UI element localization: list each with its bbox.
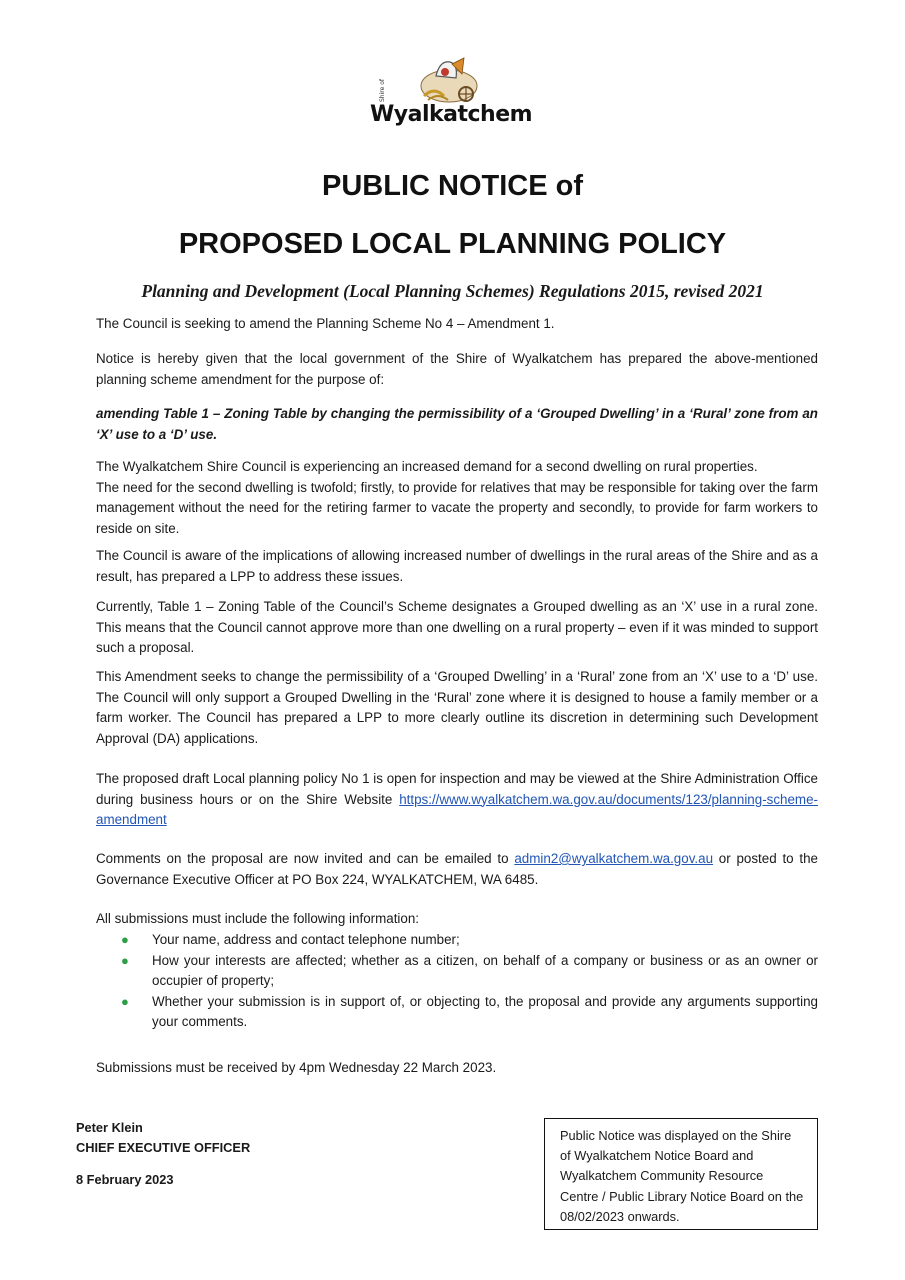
intro-paragraph: The Council is seeking to amend the Planning Scheme No 4 – Amendment 1. [96, 316, 555, 331]
bullet-icon: ● [121, 932, 129, 947]
signatory-name: Peter Klein [76, 1120, 143, 1135]
signature-date: 8 February 2023 [76, 1172, 174, 1187]
implications-paragraph: The Council is aware of the implications of allowing increased number of dwellings in the rural areas of the Shire and as a result, has prepared a LPP to address these issues. [96, 548, 818, 584]
email-link[interactable]: admin2@wyalkatchem.wa.gov.au [514, 851, 714, 866]
amendment-paragraph: This Amendment seeks to change the permissibility of a ‘Grouped Dwelling’ in a ‘Rural’ zone from an ‘X’ use to a ‘D’ use. The Council will only support a Grouped Dwelling in the ‘Rural’ zone where it is designed to house a family member or a farm worker. The Council has prepared a LPP to more clearly outline its discretion in determining such Development Approval (DA) applications. [96, 669, 818, 746]
demand-paragraph: The Wyalkatchem Shire Council is experiencing an increased demand for a second dwelling on rural properties. [96, 459, 758, 474]
deadline-paragraph: Submissions must be received by 4pm Wednesday 22 March 2023. [96, 1060, 497, 1075]
list-item: ● How your interests are affected; whether as a citizen, on behalf of a company or business or as an owner or occupier of property; [121, 952, 818, 988]
comments-paragraph [96, 849, 818, 890]
current-zoning-paragraph: Currently, Table 1 – Zoning Table of the Council’s Scheme designates a Grouped dwelling as an ‘X’ use in a rural zone. This means that the Council cannot approve more than one dwelling on a rural property – even if it was minded to support such a proposal. [96, 599, 818, 655]
list-item: ● Whether your submission is in support of, or objecting to, the proposal and provide any arguments supporting your comments. [121, 993, 818, 1029]
notice-paragraph: Notice is hereby given that the local government of the Shire of Wyalkatchem has prepared the above-mentioned planning scheme amendment for the purpose of: [96, 351, 818, 387]
signatory-position: CHIEF EXECUTIVE OFFICER [76, 1140, 251, 1155]
comments-postal-text: or posted to the Governance Executive Officer at PO Box 224, WYALKATCHEM, WA 6485. [96, 851, 818, 887]
shire-logo [364, 56, 534, 134]
amendment-purpose: amending Table 1 – Zoning Table by changing the permissibility of a ‘Grouped Dwelling’ in a ‘Rural’ zone from an ‘X’ use to a ‘D’ use. [96, 406, 818, 442]
page-title-line1: PUBLIC NOTICE of [322, 170, 583, 202]
list-item: ● Your name, address and contact telephone number; [96, 930, 818, 951]
inspection-paragraph [96, 769, 818, 831]
inspection-text: The proposed draft Local planning policy No 1 is open for inspection and may be viewed at the Shire Administration Office during business hours or on the Shire Website [96, 771, 818, 807]
display-notice-box: Public Notice was displayed on the Shire of Wyalkatchem Notice Board and Wyalkatchem Community Resource Centre / Public Library Notice Board on the 08/02/2023 onwards. [544, 1118, 818, 1230]
comments-text: Comments on the proposal are now invited and can be emailed to [96, 851, 515, 866]
bullet-icon: ● [121, 952, 129, 968]
shire-website-link[interactable]: https://www.wyalkatchem.wa.gov.au/documents/123/planning-scheme-amendment [96, 791, 818, 827]
shire-crest-icon [414, 56, 484, 106]
bullet-icon: ● [121, 993, 129, 1009]
page-title-line2: PROPOSED LOCAL PLANNING POLICY [178, 228, 727, 260]
need-paragraph: The need for the second dwelling is twofold; firstly, to provide for relatives that may be responsible for taking over the farm management without the need for the retiring farmer to vacate the property and secondly, to provide for farm workers to reside on site. [96, 479, 818, 536]
requirements-list [96, 930, 818, 1033]
logo-wordmark: Wyalkatchem [370, 102, 533, 127]
logo-small-text: Shire of [379, 79, 386, 102]
regulations-subtitle: Planning and Development (Local Planning Schemes) Regulations 2015, revised 2021 [141, 281, 764, 301]
submissions-intro: All submissions must include the following information: [96, 911, 420, 926]
